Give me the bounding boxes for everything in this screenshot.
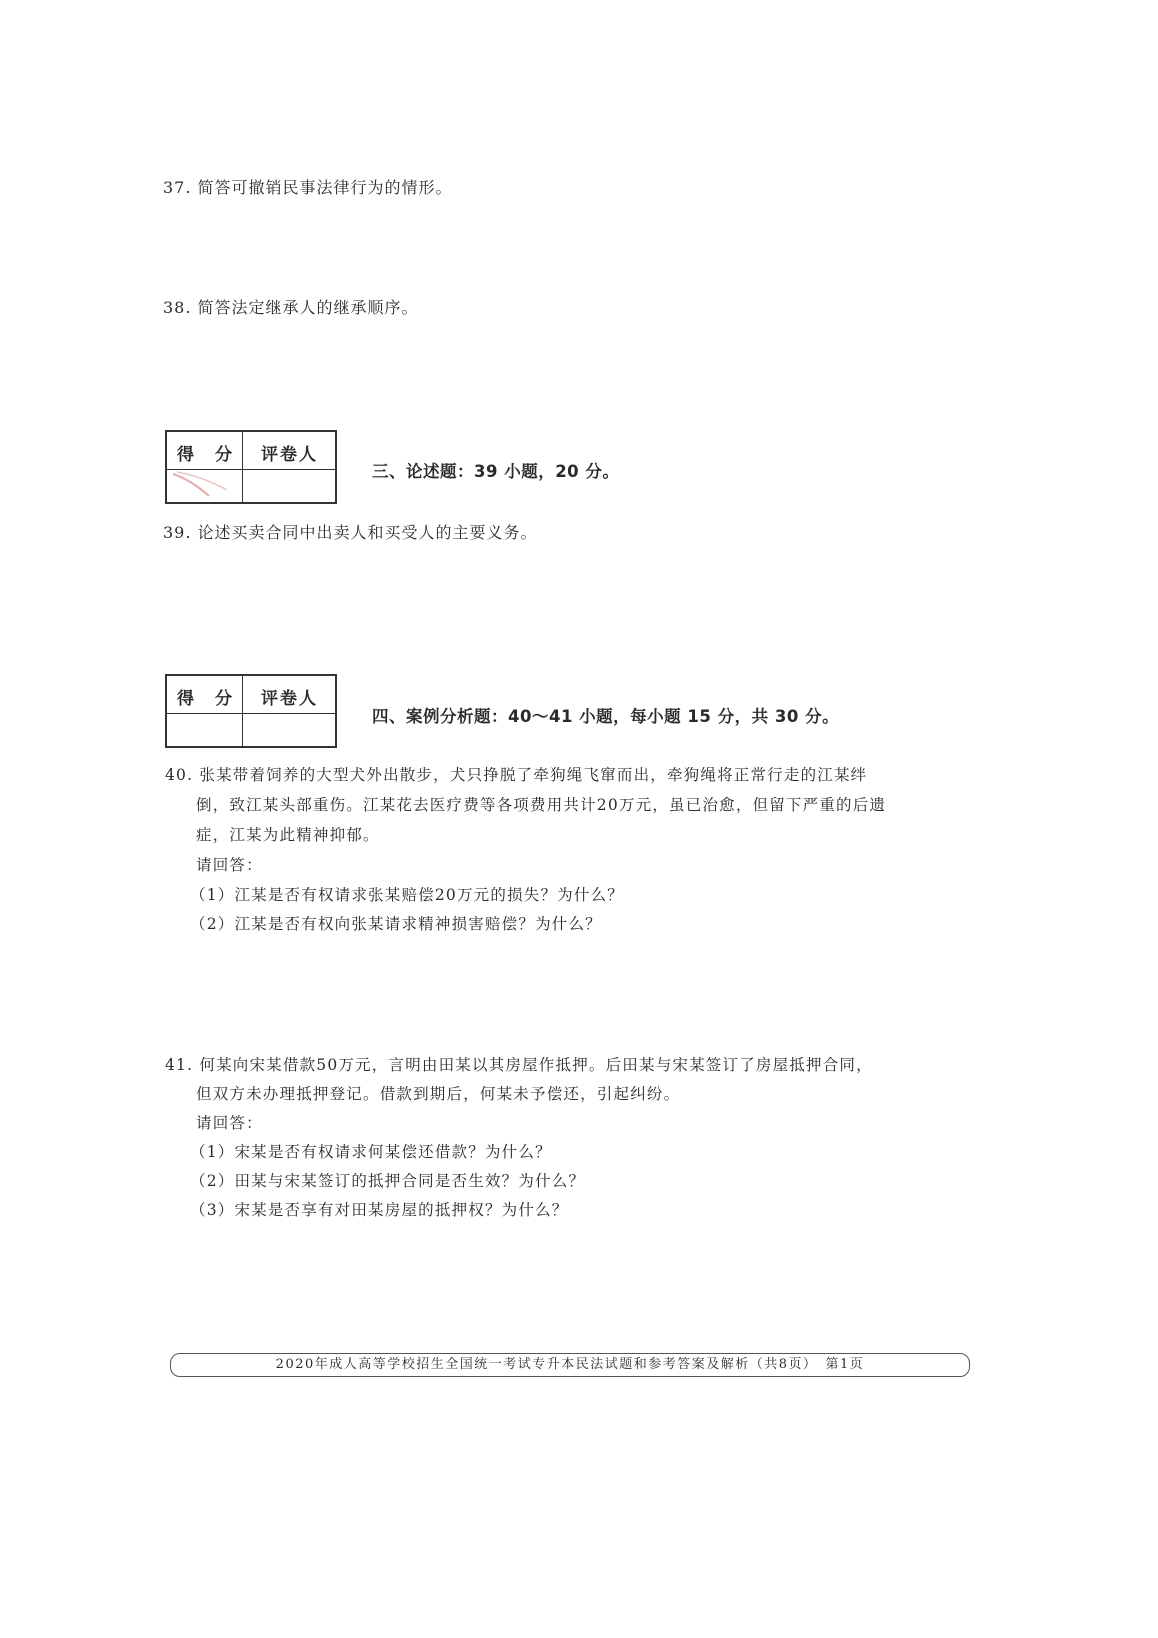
question-37: 37. 简答可撤销民事法律行为的情形。	[163, 178, 453, 197]
section-4-title: 四、案例分析题：40～41 小题，每小题 15 分，共 30 分。	[372, 707, 840, 726]
question-40-prompt: 请回答：	[196, 856, 263, 874]
question-40-sub-2: （2）江某是否有权向张某请求精神损害赔偿？为什么？	[190, 915, 602, 933]
score-cell	[167, 714, 243, 746]
score-box-section-3	[165, 430, 337, 504]
question-40-line-2: 倒，致江某头部重伤。江某花去医疗费等各项费用共计20万元，虽已治愈，但留下严重的后遗	[196, 796, 887, 814]
question-39: 39. 论述买卖合同中出卖人和买受人的主要义务。	[163, 523, 538, 542]
question-41-line-2: 但双方未办理抵押登记。借款到期后，何某未予偿还，引起纠纷。	[196, 1085, 681, 1103]
score-box-section-4	[165, 674, 337, 748]
question-40-line-1: 40. 张某带着饲养的大型犬外出散步，犬只挣脱了牵狗绳飞窜而出，牵狗绳将正常行走的江某绊	[165, 766, 868, 784]
question-41-sub-3: （3）宋某是否享有对田某房屋的抵押权？为什么？	[190, 1201, 569, 1219]
grader-label: 评卷人	[243, 676, 335, 714]
section-3-title: 三、论述题：39 小题，20 分。	[372, 462, 620, 481]
grader-label: 评卷人	[243, 432, 335, 470]
grader-cell	[243, 470, 335, 502]
red-stamp-mark	[171, 470, 231, 500]
grader-cell	[243, 714, 335, 746]
question-41-sub-2: （2）田某与宋某签订的抵押合同是否生效？为什么？	[190, 1172, 586, 1190]
question-38: 38. 简答法定继承人的继承顺序。	[163, 298, 419, 317]
score-label: 得 分	[167, 432, 243, 470]
question-40-line-3: 症，江某为此精神抑郁。	[196, 826, 380, 844]
score-label: 得 分	[167, 676, 243, 714]
question-41-sub-1: （1）宋某是否有权请求何某偿还借款？为什么？	[190, 1143, 552, 1161]
question-41-prompt: 请回答：	[196, 1114, 263, 1132]
page-footer: 2020年成人高等学校招生全国统一考试专升本民法试题和参考答案及解析（共8页） 第1页	[170, 1353, 970, 1377]
question-40-sub-1: （1）江某是否有权请求张某赔偿20万元的损失？为什么？	[190, 886, 624, 904]
question-41-line-1: 41. 何某向宋某借款50万元，言明由田某以其房屋作抵押。后田某与宋某签订了房屋抵押合同，	[165, 1056, 873, 1074]
